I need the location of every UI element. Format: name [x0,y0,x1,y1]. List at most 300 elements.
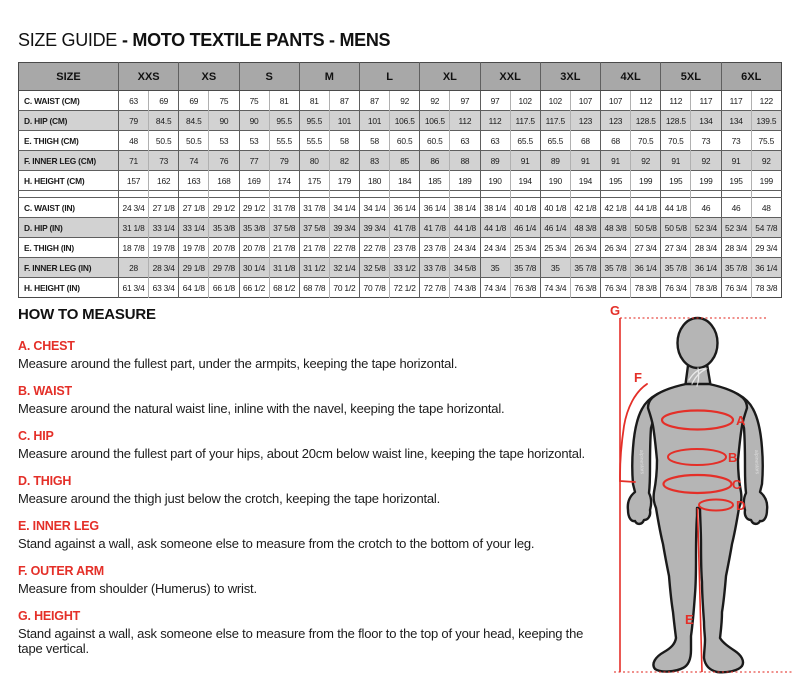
size-value-cell: 50 5/8 [631,218,661,238]
size-value-cell: 92 [751,151,781,171]
table-row [19,278,782,298]
size-value-cell: 89 [480,151,510,171]
size-value-cell: 33 1/2 [390,258,420,278]
measure-item [18,429,590,461]
separator-cell [420,191,450,198]
measure-item [18,339,590,371]
size-value-cell: 72 7/8 [420,278,450,298]
size-value-cell: 29 3/4 [751,238,781,258]
page-title-emphasis: - MOTO TEXTILE PANTS - MENS [122,30,391,50]
row-label: F. INNER LEG (IN) [19,258,119,278]
figure-label-g: G [610,303,621,318]
size-value-cell: 52 3/4 [721,218,751,238]
size-value-cell: 92 [420,91,450,111]
measure-item-label: F. OUTER ARM [18,564,105,578]
size-value-cell: 53 [209,131,239,151]
size-value-cell: 58 [329,131,359,151]
size-value-cell: 69 [179,91,209,111]
size-value-cell: 75.5 [751,131,781,151]
measure-item [18,519,590,551]
size-column-header: XXL [480,63,540,91]
size-value-cell: 168 [209,171,239,191]
measure-instructions [18,339,590,656]
size-value-cell: 41 7/8 [390,218,420,238]
size-value-cell: 102 [510,91,540,111]
size-table-body [19,91,782,298]
size-value-cell: 37 5/8 [299,218,329,238]
figure-label-c: C [732,477,742,492]
figure-label-e: E [685,612,694,627]
size-value-cell: 61 3/4 [119,278,149,298]
size-value-cell: 50.5 [149,131,179,151]
size-value-cell: 60.5 [420,131,450,151]
separator-cell [239,191,269,198]
size-value-cell: 33 7/8 [420,258,450,278]
size-value-cell: 48 [119,131,149,151]
size-value-cell: 55.5 [299,131,329,151]
size-table-wrap [18,62,782,298]
measurement-figure [590,300,800,694]
size-value-cell: 184 [390,171,420,191]
size-table-head-row [19,63,782,91]
size-value-cell: 48 3/8 [570,218,600,238]
size-value-cell: 30 1/4 [239,258,269,278]
size-value-cell: 50 5/8 [661,218,691,238]
separator-cell [19,191,119,198]
size-value-cell: 36 1/4 [631,258,661,278]
measure-item-text: Measure around the thigh just below the crotch, keeping the tape horizontal. [18,491,441,506]
size-value-cell: 76 3/4 [721,278,751,298]
size-column-header: L [360,63,420,91]
size-value-cell: 26 3/4 [570,238,600,258]
separator-cell [299,191,329,198]
size-value-cell: 122 [751,91,781,111]
size-value-cell: 106.5 [420,111,450,131]
size-value-cell: 107 [570,91,600,111]
size-value-cell: 78 3/8 [631,278,661,298]
separator-cell [209,191,239,198]
size-value-cell: 169 [239,171,269,191]
measure-item [18,384,590,416]
separator-cell [570,191,600,198]
size-value-cell: 46 1/4 [540,218,570,238]
page-title-prefix: SIZE GUIDE [18,30,118,50]
mannequin-head [678,318,718,368]
size-value-cell: 74 [179,151,209,171]
size-value-cell: 46 [691,198,721,218]
size-value-cell: 66 1/2 [239,278,269,298]
size-column-header: 5XL [661,63,721,91]
table-row [19,238,782,258]
size-value-cell: 50.5 [179,131,209,151]
size-value-cell: 66 1/8 [209,278,239,298]
size-value-cell: 22 7/8 [329,238,359,258]
size-value-cell: 46 1/4 [510,218,540,238]
unit-separator-row [19,191,782,198]
size-value-cell: 163 [179,171,209,191]
separator-cell [119,191,149,198]
measure-item-label: B. WAIST [18,384,72,398]
size-value-cell: 31 7/8 [299,198,329,218]
size-value-cell: 194 [510,171,540,191]
size-value-cell: 74 3/4 [540,278,570,298]
size-column-header: 3XL [540,63,600,91]
measure-item-label: G. HEIGHT [18,609,81,623]
size-value-cell: 190 [540,171,570,191]
size-column-header: XS [179,63,239,91]
size-value-cell: 24 3/4 [480,238,510,258]
separator-cell [510,191,540,198]
measure-item-text: Measure around the natural waist line, inline with the navel, keeping the tape horizontal. [18,401,505,416]
separator-cell [269,191,299,198]
measure-item [18,609,590,656]
measure-item-text: Measure around the fullest part of your hips, about 20cm below waist line, keeping the tape horizontal. [18,446,585,461]
size-value-cell: 63 [480,131,510,151]
size-value-cell: 34 1/4 [360,198,390,218]
size-value-cell: 63 [119,91,149,111]
size-value-cell: 97 [480,91,510,111]
size-value-cell: 58 [360,131,390,151]
size-value-cell: 199 [751,171,781,191]
size-value-cell: 34 5/8 [450,258,480,278]
size-value-cell: 91 [601,151,631,171]
size-value-cell: 70.5 [661,131,691,151]
size-value-cell: 117 [721,91,751,111]
size-value-cell: 33 1/4 [149,218,179,238]
size-value-cell: 68 7/8 [299,278,329,298]
size-value-cell: 70 7/8 [360,278,390,298]
size-value-cell: 21 7/8 [299,238,329,258]
separator-cell [540,191,570,198]
size-value-cell: 27 3/4 [631,238,661,258]
size-value-cell: 78 3/8 [691,278,721,298]
size-value-cell: 39 3/4 [360,218,390,238]
size-value-cell: 73 [721,131,751,151]
size-value-cell: 81 [299,91,329,111]
size-value-cell: 97 [450,91,480,111]
size-value-cell: 134 [721,111,751,131]
size-value-cell: 87 [329,91,359,111]
size-value-cell: 112 [450,111,480,131]
size-value-cell: 60.5 [390,131,420,151]
size-column-header: 6XL [721,63,782,91]
size-value-cell: 76 3/8 [510,278,540,298]
left-forearm-brand-text: alpinestars [638,449,645,475]
size-value-cell: 54 7/8 [751,218,781,238]
size-value-cell: 91 [570,151,600,171]
measure-item-text: Measure around the fullest part, under the armpits, keeping the tape horizontal. [18,356,458,371]
size-value-cell: 48 3/8 [601,218,631,238]
size-value-cell: 76 [209,151,239,171]
size-value-cell: 82 [329,151,359,171]
size-value-cell: 90 [209,111,239,131]
size-value-cell: 52 3/4 [691,218,721,238]
separator-cell [480,191,510,198]
table-row [19,198,782,218]
size-value-cell: 199 [691,171,721,191]
size-value-cell: 199 [631,171,661,191]
size-value-cell: 24 3/4 [450,238,480,258]
measure-item-text: Measure from shoulder (Humerus) to wrist. [18,581,257,596]
size-value-cell: 39 3/4 [329,218,359,238]
size-value-cell: 23 7/8 [420,238,450,258]
size-value-cell: 87 [360,91,390,111]
size-value-cell: 18 7/8 [119,238,149,258]
size-value-cell: 37 5/8 [269,218,299,238]
size-value-cell: 77 [239,151,269,171]
size-value-cell: 63 3/4 [149,278,179,298]
size-value-cell: 91 [510,151,540,171]
size-value-cell: 101 [360,111,390,131]
size-value-cell: 35 [480,258,510,278]
size-value-cell: 91 [661,151,691,171]
size-value-cell: 73 [691,131,721,151]
size-value-cell: 79 [119,111,149,131]
size-value-cell: 35 3/8 [209,218,239,238]
size-value-cell: 36 1/4 [420,198,450,218]
size-value-cell: 53 [239,131,269,151]
size-value-cell: 81 [269,91,299,111]
size-value-cell: 92 [691,151,721,171]
table-row [19,131,782,151]
table-row [19,151,782,171]
table-row [19,171,782,191]
size-value-cell: 38 1/4 [480,198,510,218]
separator-cell [329,191,359,198]
table-row [19,91,782,111]
size-value-cell: 25 3/4 [510,238,540,258]
size-value-cell: 27 3/4 [661,238,691,258]
measure-item-label: C. HIP [18,429,54,443]
size-value-cell: 69 [149,91,179,111]
size-value-cell: 35 7/8 [510,258,540,278]
size-value-cell: 24 3/4 [119,198,149,218]
table-row [19,258,782,278]
figure-label-f: F [634,370,642,385]
size-value-cell: 194 [570,171,600,191]
size-value-cell: 117 [691,91,721,111]
size-value-cell: 35 7/8 [721,258,751,278]
figure-label-b: B [728,450,738,465]
right-forearm-brand-text: alpinestars [753,449,760,475]
size-corner-header: SIZE [19,63,119,91]
size-value-cell: 36 1/4 [751,258,781,278]
table-row [19,218,782,238]
size-value-cell: 44 1/8 [661,198,691,218]
separator-cell [661,191,691,198]
size-value-cell: 27 1/8 [149,198,179,218]
row-label: E. THIGH (IN) [19,238,119,258]
size-value-cell: 34 1/4 [329,198,359,218]
size-value-cell: 36 1/4 [691,258,721,278]
size-value-cell: 31 1/8 [119,218,149,238]
size-value-cell: 29 7/8 [209,258,239,278]
size-value-cell: 88 [450,151,480,171]
row-label: H. HEIGHT (IN) [19,278,119,298]
size-value-cell: 68 [601,131,631,151]
size-value-cell: 179 [329,171,359,191]
size-value-cell: 84.5 [149,111,179,131]
size-value-cell: 28 3/4 [691,238,721,258]
size-value-cell: 190 [480,171,510,191]
size-value-cell: 35 3/8 [239,218,269,238]
size-value-cell: 25 3/4 [540,238,570,258]
size-value-cell: 20 7/8 [209,238,239,258]
size-value-cell: 112 [661,91,691,111]
size-value-cell: 123 [601,111,631,131]
size-value-cell: 106.5 [390,111,420,131]
size-value-cell: 32 1/4 [329,258,359,278]
measure-item-text: Stand against a wall, ask someone else to measure from the floor to the top of your head, keeping the tape vertical. [18,626,584,656]
size-value-cell: 19 7/8 [179,238,209,258]
size-value-cell: 73 [149,151,179,171]
size-value-cell: 29 1/2 [239,198,269,218]
measure-item [18,474,590,506]
size-value-cell: 35 [540,258,570,278]
size-value-cell: 74 3/4 [480,278,510,298]
size-value-cell: 38 1/4 [450,198,480,218]
size-value-cell: 128.5 [631,111,661,131]
size-value-cell: 64 1/8 [179,278,209,298]
separator-cell [390,191,420,198]
how-to-measure-heading: HOW TO MEASURE [18,306,156,323]
size-value-cell: 35 7/8 [601,258,631,278]
size-value-cell: 123 [570,111,600,131]
size-value-cell: 42 1/8 [601,198,631,218]
size-value-cell: 31 7/8 [269,198,299,218]
measure-item-label: E. INNER LEG [18,519,99,533]
row-label: E. THIGH (CM) [19,131,119,151]
how-to-measure-section [18,306,590,669]
page-title [18,30,390,51]
size-value-cell: 95.5 [269,111,299,131]
size-value-cell: 65.5 [510,131,540,151]
measure-item-label: A. CHEST [18,339,75,353]
size-value-cell: 117.5 [540,111,570,131]
size-value-cell: 78 3/8 [751,278,781,298]
size-value-cell: 134 [691,111,721,131]
size-value-cell: 28 3/4 [721,238,751,258]
size-column-header: S [239,63,299,91]
size-value-cell: 55.5 [269,131,299,151]
row-label: H. HEIGHT (CM) [19,171,119,191]
size-value-cell: 189 [450,171,480,191]
separator-cell [450,191,480,198]
separator-cell [721,191,751,198]
size-value-cell: 41 7/8 [420,218,450,238]
size-value-cell: 27 1/8 [179,198,209,218]
size-value-cell: 112 [631,91,661,111]
size-value-cell: 65.5 [540,131,570,151]
table-row [19,111,782,131]
size-value-cell: 70.5 [631,131,661,151]
size-value-cell: 89 [540,151,570,171]
size-value-cell: 26 3/4 [601,238,631,258]
row-label: C. WAIST (CM) [19,91,119,111]
size-table [18,62,782,298]
size-value-cell: 68 1/2 [269,278,299,298]
size-value-cell: 91 [721,151,751,171]
size-value-cell: 180 [360,171,390,191]
figure-label-a: A [736,413,746,428]
size-value-cell: 31 1/2 [299,258,329,278]
size-value-cell: 92 [631,151,661,171]
measure-item-text: Stand against a wall, ask someone else to measure from the crotch to the bottom of your leg. [18,536,535,551]
size-value-cell: 29 1/2 [209,198,239,218]
size-value-cell: 42 1/8 [570,198,600,218]
size-value-cell: 72 1/2 [390,278,420,298]
size-value-cell: 139.5 [751,111,781,131]
size-value-cell: 19 7/8 [149,238,179,258]
size-value-cell: 33 1/4 [179,218,209,238]
size-value-cell: 76 3/4 [661,278,691,298]
size-value-cell: 195 [661,171,691,191]
size-value-cell: 28 3/4 [149,258,179,278]
size-value-cell: 195 [601,171,631,191]
size-value-cell: 92 [390,91,420,111]
size-value-cell: 35 7/8 [661,258,691,278]
size-value-cell: 48 [751,198,781,218]
size-value-cell: 101 [329,111,359,131]
row-label: D. HIP (CM) [19,111,119,131]
size-value-cell: 31 1/8 [269,258,299,278]
size-value-cell: 22 7/8 [360,238,390,258]
separator-cell [179,191,209,198]
size-value-cell: 44 1/8 [631,198,661,218]
size-value-cell: 23 7/8 [390,238,420,258]
size-value-cell: 174 [269,171,299,191]
size-column-header: XL [420,63,480,91]
separator-cell [360,191,390,198]
size-value-cell: 44 1/8 [480,218,510,238]
size-value-cell: 157 [119,171,149,191]
size-value-cell: 68 [570,131,600,151]
size-value-cell: 35 7/8 [570,258,600,278]
size-value-cell: 117.5 [510,111,540,131]
size-value-cell: 195 [721,171,751,191]
size-value-cell: 40 1/8 [540,198,570,218]
separator-cell [601,191,631,198]
size-value-cell: 28 [119,258,149,278]
size-value-cell: 75 [209,91,239,111]
measure-item [18,564,590,596]
figure-label-d: D [736,498,746,513]
size-value-cell: 90 [239,111,269,131]
size-value-cell: 70 1/2 [329,278,359,298]
size-value-cell: 86 [420,151,450,171]
size-value-cell: 44 1/8 [450,218,480,238]
size-value-cell: 36 1/4 [390,198,420,218]
row-label: C. WAIST (IN) [19,198,119,218]
size-value-cell: 46 [721,198,751,218]
measure-item-label: D. THIGH [18,474,72,488]
size-value-cell: 71 [119,151,149,171]
size-value-cell: 74 3/8 [450,278,480,298]
size-value-cell: 32 5/8 [360,258,390,278]
size-value-cell: 185 [420,171,450,191]
size-value-cell: 162 [149,171,179,191]
size-column-header: 4XL [601,63,661,91]
size-value-cell: 76 3/8 [570,278,600,298]
size-value-cell: 85 [390,151,420,171]
size-value-cell: 107 [601,91,631,111]
size-value-cell: 75 [239,91,269,111]
size-value-cell: 40 1/8 [510,198,540,218]
size-column-header: M [299,63,359,91]
size-column-header: XXS [119,63,179,91]
row-label: D. HIP (IN) [19,218,119,238]
separator-cell [631,191,661,198]
